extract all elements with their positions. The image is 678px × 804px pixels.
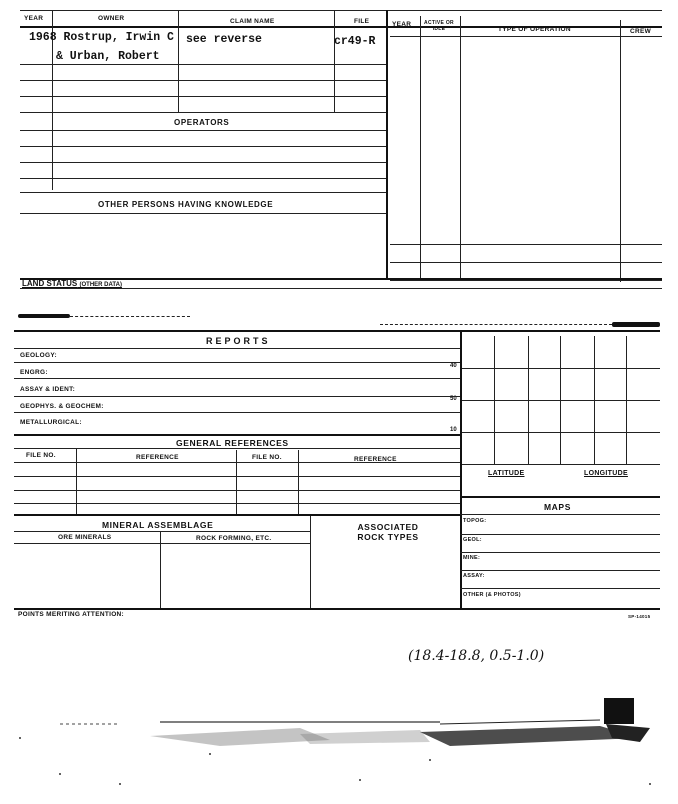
- report-metallurgical: METALLURGICAL:: [20, 419, 82, 426]
- entry-file-no: cr49-R: [334, 35, 376, 48]
- maps-geol: GEOL:: [463, 537, 482, 543]
- handwritten-note: (18.4-18.8, 0.5-1.0): [408, 648, 545, 664]
- maps-other: OTHER (& PHOTOS): [463, 592, 521, 598]
- land-status-title: LAND STATUS: [22, 279, 78, 288]
- header-file: FILE: [354, 18, 370, 25]
- report-num-40: 40: [450, 363, 457, 369]
- header-claim-name: CLAIM NAME: [230, 18, 275, 25]
- ref-file-no-2: FILE NO.: [252, 454, 282, 461]
- ref-file-no-1: FILE NO.: [26, 452, 56, 459]
- points-meriting-attention: POINTS MERITING ATTENTION:: [18, 611, 125, 618]
- ore-minerals-label: ORE MINERALS: [58, 534, 112, 541]
- mineral-assemblage-heading: MINERAL ASSEMBLAGE: [102, 520, 214, 530]
- header-type-of-operation: TYPE OF OPERATION: [498, 26, 571, 33]
- header-crew: CREW: [630, 28, 652, 35]
- land-status-sub: (OTHER DATA): [79, 282, 122, 288]
- ref-reference-1: REFERENCE: [136, 454, 179, 461]
- latitude-label: LATITUDE: [488, 470, 525, 477]
- other-persons-heading: OTHER PERSONS HAVING KNOWLEDGE: [98, 200, 274, 209]
- scan-mark-right: [612, 322, 660, 327]
- maps-heading: MAPS: [544, 502, 571, 512]
- associated-rock-types-heading: ASSOCIATED ROCK TYPES: [357, 522, 419, 542]
- report-assay: ASSAY & IDENT:: [20, 386, 76, 393]
- header-owner: OWNER: [98, 15, 125, 22]
- maps-mine: MINE:: [463, 555, 481, 561]
- header-year-2: YEAR: [392, 21, 412, 28]
- header-active-or-idle: ACTIVE OR IDLE: [424, 20, 454, 32]
- entry-co-owner: & Urban, Robert: [56, 50, 160, 63]
- rock-forming-label: ROCK FORMING, ETC.: [196, 535, 272, 542]
- maps-assay: ASSAY:: [463, 573, 485, 579]
- longitude-label: LONGITUDE: [584, 470, 628, 477]
- reports-heading: REPORTS: [206, 336, 271, 346]
- report-num-50: 50: [450, 396, 457, 402]
- scan-mark-left: [18, 314, 70, 318]
- report-num-10: 10: [450, 427, 457, 433]
- ref-reference-2: REFERENCE: [354, 456, 397, 463]
- report-engrg: ENGRG:: [20, 369, 48, 376]
- maps-topog: TOPOG:: [463, 518, 487, 524]
- operators-heading: OPERATORS: [174, 118, 230, 127]
- report-geology: GEOLOGY:: [20, 352, 57, 359]
- form-code: SP-14015: [628, 614, 651, 619]
- header-year: YEAR: [24, 15, 44, 22]
- scan-noise: [0, 690, 678, 800]
- land-status-label: [22, 279, 122, 288]
- report-geophys: GEOPHYS. & GEOCHEM:: [20, 403, 104, 410]
- entry-claim-name: see reverse: [186, 33, 262, 46]
- general-references-heading: GENERAL REFERENCES: [176, 438, 289, 448]
- entry-year-owner: 1968 Rostrup, Irwin C: [29, 31, 174, 44]
